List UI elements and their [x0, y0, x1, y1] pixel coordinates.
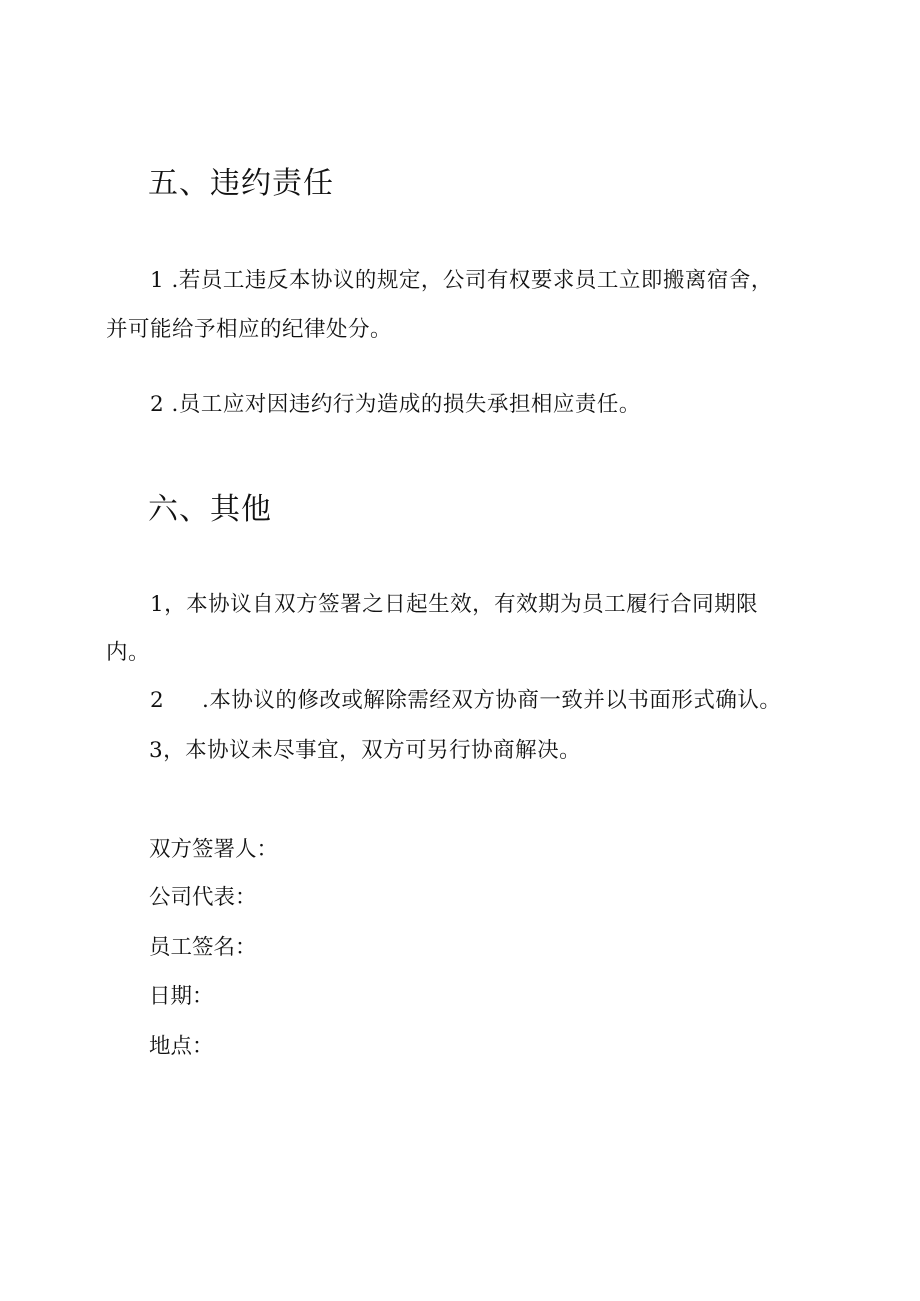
location-label: 地点： [149, 1034, 214, 1059]
section-5-item-2: 2 .员工应对因违约行为造成的损失承担相应责任。 [150, 392, 641, 417]
company-representative-label: 公司代表： [149, 885, 257, 910]
section-6-item-1-line-2: 内。 [106, 640, 151, 665]
section-6-item-2-text: .本协议的修改或解除需经双方协商一致并以书面形式确认。 [202, 688, 782, 713]
employee-signature-label: 员工签名： [149, 935, 257, 960]
section-5-item-1-line-2: 并可能给予相应的纪律处分。 [106, 317, 393, 342]
section-5-heading: 五、违约责任 [148, 166, 334, 201]
section-6-item-1-line-1: 1，本协议自双方签署之日起生效，有效期为员工履行合同期限 [150, 592, 759, 617]
section-6-item-2-number: 2 [150, 688, 165, 713]
section-5-item-1-line-1: 1 .若员工违反本协议的规定，公司有权要求员工立即搬离宿舍， [150, 268, 773, 293]
date-label: 日期： [149, 984, 214, 1009]
section-6-item-3: 3，本协议未尽事宜，双方可另行协商解决。 [149, 738, 582, 763]
signatories-label: 双方签署人： [149, 837, 279, 862]
section-6-heading: 六、其他 [148, 492, 272, 527]
